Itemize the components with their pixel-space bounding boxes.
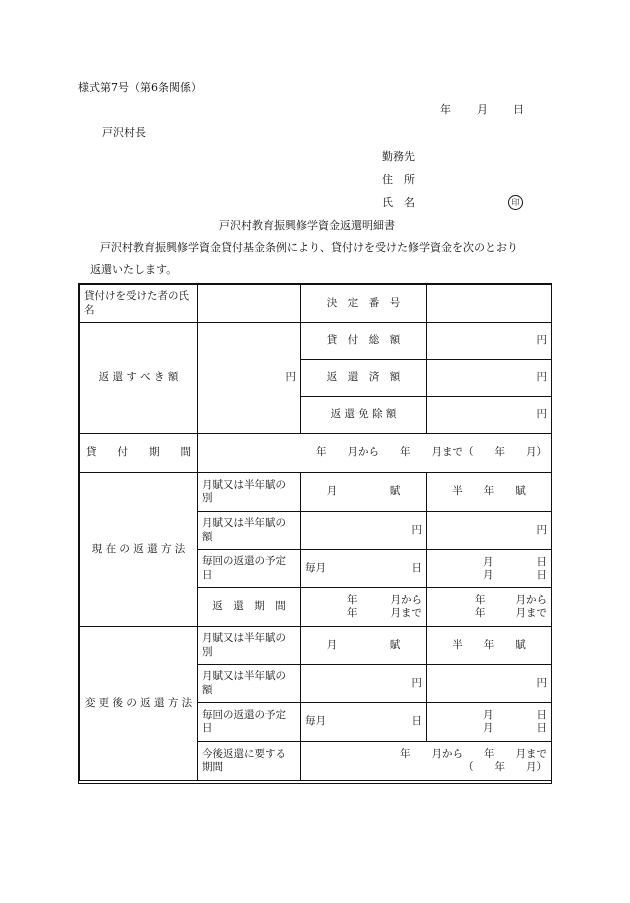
address-label: 住 所	[382, 173, 415, 186]
until-text: 月まで	[515, 607, 547, 619]
borrower-name-field[interactable]	[198, 285, 301, 323]
changed-monthly-amount-field[interactable]	[301, 665, 427, 703]
changed-type-label: 月賦又は半年賦の別	[198, 627, 301, 665]
document-title: 戸沢村教育振興修学資金返還明細書	[219, 219, 395, 232]
date-day: 日	[513, 103, 524, 116]
changed-method-label: 変 更 後 の 返 還 方 法	[80, 627, 198, 781]
current-semiannual-due-field[interactable]	[427, 550, 552, 588]
current-monthly-amount-field[interactable]	[301, 512, 427, 550]
month-unit: 月	[483, 709, 494, 722]
changed-semiannual-option[interactable]: 半 年 賦	[427, 627, 552, 665]
changed-monthly-due-field[interactable]	[301, 703, 427, 742]
current-semiannual-period-field[interactable]	[427, 588, 552, 627]
table-row	[80, 434, 552, 473]
exemption-amount-field[interactable]	[427, 397, 552, 434]
remaining-period-label: 今後返還に要する期間	[198, 742, 301, 781]
every-month-text: 毎月	[305, 715, 326, 728]
table-row	[80, 473, 552, 512]
day-unit: 日	[536, 568, 547, 581]
current-semiannual-amount-field[interactable]	[427, 512, 552, 550]
yen-unit: 円	[285, 371, 296, 384]
year-unit: 年	[347, 607, 358, 619]
current-semiannual-option[interactable]: 半 年 賦	[427, 473, 552, 512]
current-monthly-due-field[interactable]	[301, 550, 427, 588]
month-unit: 月	[483, 722, 494, 734]
current-type-label: 月賦又は半年賦の別	[198, 473, 301, 512]
changed-semiannual-due-field[interactable]	[427, 703, 552, 742]
yen-unit: 円	[536, 408, 547, 421]
current-method-label: 現 在 の 返 還 方 法	[80, 473, 198, 627]
current-due-date-label: 毎回の返還の予定日	[198, 550, 301, 588]
addressee: 戸沢村長	[102, 126, 146, 139]
loan-total-label: 貸 付 総 額	[301, 323, 427, 360]
changed-monthly-option[interactable]: 月 賦	[301, 627, 427, 665]
from-text: 月から	[390, 594, 422, 607]
current-return-period-label: 返 還 期 間	[198, 588, 301, 627]
month-unit: 月	[483, 555, 494, 568]
yen-unit: 円	[536, 523, 547, 536]
year-unit: 年	[475, 607, 486, 619]
changed-semiannual-amount-field[interactable]	[427, 665, 552, 703]
until-text: 月まで	[390, 607, 422, 619]
changed-due-date-label: 毎回の返還の予定日	[198, 703, 301, 742]
decision-number-field[interactable]	[427, 285, 552, 323]
remaining-period-line-2: （ 年 月）	[463, 761, 547, 773]
loan-total-field[interactable]	[427, 323, 552, 360]
borrower-name-label: 貸付けを受けた者の氏名	[80, 285, 198, 323]
current-monthly-period-field[interactable]	[301, 588, 427, 627]
month-unit: 月	[483, 568, 494, 581]
yen-unit: 円	[411, 523, 422, 536]
exemption-amount-label: 返 還 免 除 額	[301, 397, 427, 434]
workplace-label: 勤務先	[382, 150, 415, 163]
date-month: 月	[477, 103, 488, 116]
changed-amount-label: 月賦又は半年賦の額	[198, 665, 301, 703]
year-unit: 年	[475, 594, 486, 607]
loan-period-label: 貸 付 期 間	[80, 434, 198, 473]
amount-to-return-label: 返 還 す べ き 額	[80, 323, 198, 434]
loan-period-field[interactable]: 年 月から 年 月まで（ 年 月）	[198, 434, 552, 473]
decision-number-label: 決 定 番 号	[301, 285, 427, 323]
yen-unit: 円	[536, 371, 547, 384]
remaining-period-line-1: 年 月から 年 月まで	[400, 748, 547, 761]
yen-unit: 円	[536, 334, 547, 347]
current-amount-label: 月賦又は半年賦の額	[198, 512, 301, 550]
name-label: 氏 名	[382, 196, 415, 209]
year-unit: 年	[347, 594, 358, 607]
table-row	[80, 323, 552, 360]
day-unit: 日	[536, 722, 547, 734]
day-unit: 日	[411, 561, 422, 574]
seal-icon: 印	[508, 195, 523, 210]
intro-line-1: 戸沢村教育振興修学資金貸付基金条例により、貸付けを受けた修学資金を次のとおり	[100, 241, 518, 254]
table-row	[80, 285, 552, 323]
remaining-period-field[interactable]	[301, 742, 552, 781]
every-month-text: 毎月	[305, 561, 326, 574]
from-text: 月から	[515, 594, 547, 607]
repayment-table	[79, 284, 552, 781]
current-monthly-option[interactable]: 月 賦	[301, 473, 427, 512]
form-number: 様式第7号（第6条関係）	[78, 81, 202, 94]
yen-unit: 円	[411, 676, 422, 689]
day-unit: 日	[536, 709, 547, 722]
seal-mark	[508, 195, 523, 210]
table-row	[80, 627, 552, 665]
yen-unit: 円	[536, 676, 547, 689]
date-year: 年	[440, 103, 451, 116]
day-unit: 日	[536, 555, 547, 568]
returned-amount-label: 返 還 済 額	[301, 360, 427, 397]
amount-to-return-field[interactable]	[198, 323, 301, 434]
day-unit: 日	[411, 715, 422, 728]
returned-amount-field[interactable]	[427, 360, 552, 397]
intro-line-2: 返還いたします。	[90, 263, 178, 276]
